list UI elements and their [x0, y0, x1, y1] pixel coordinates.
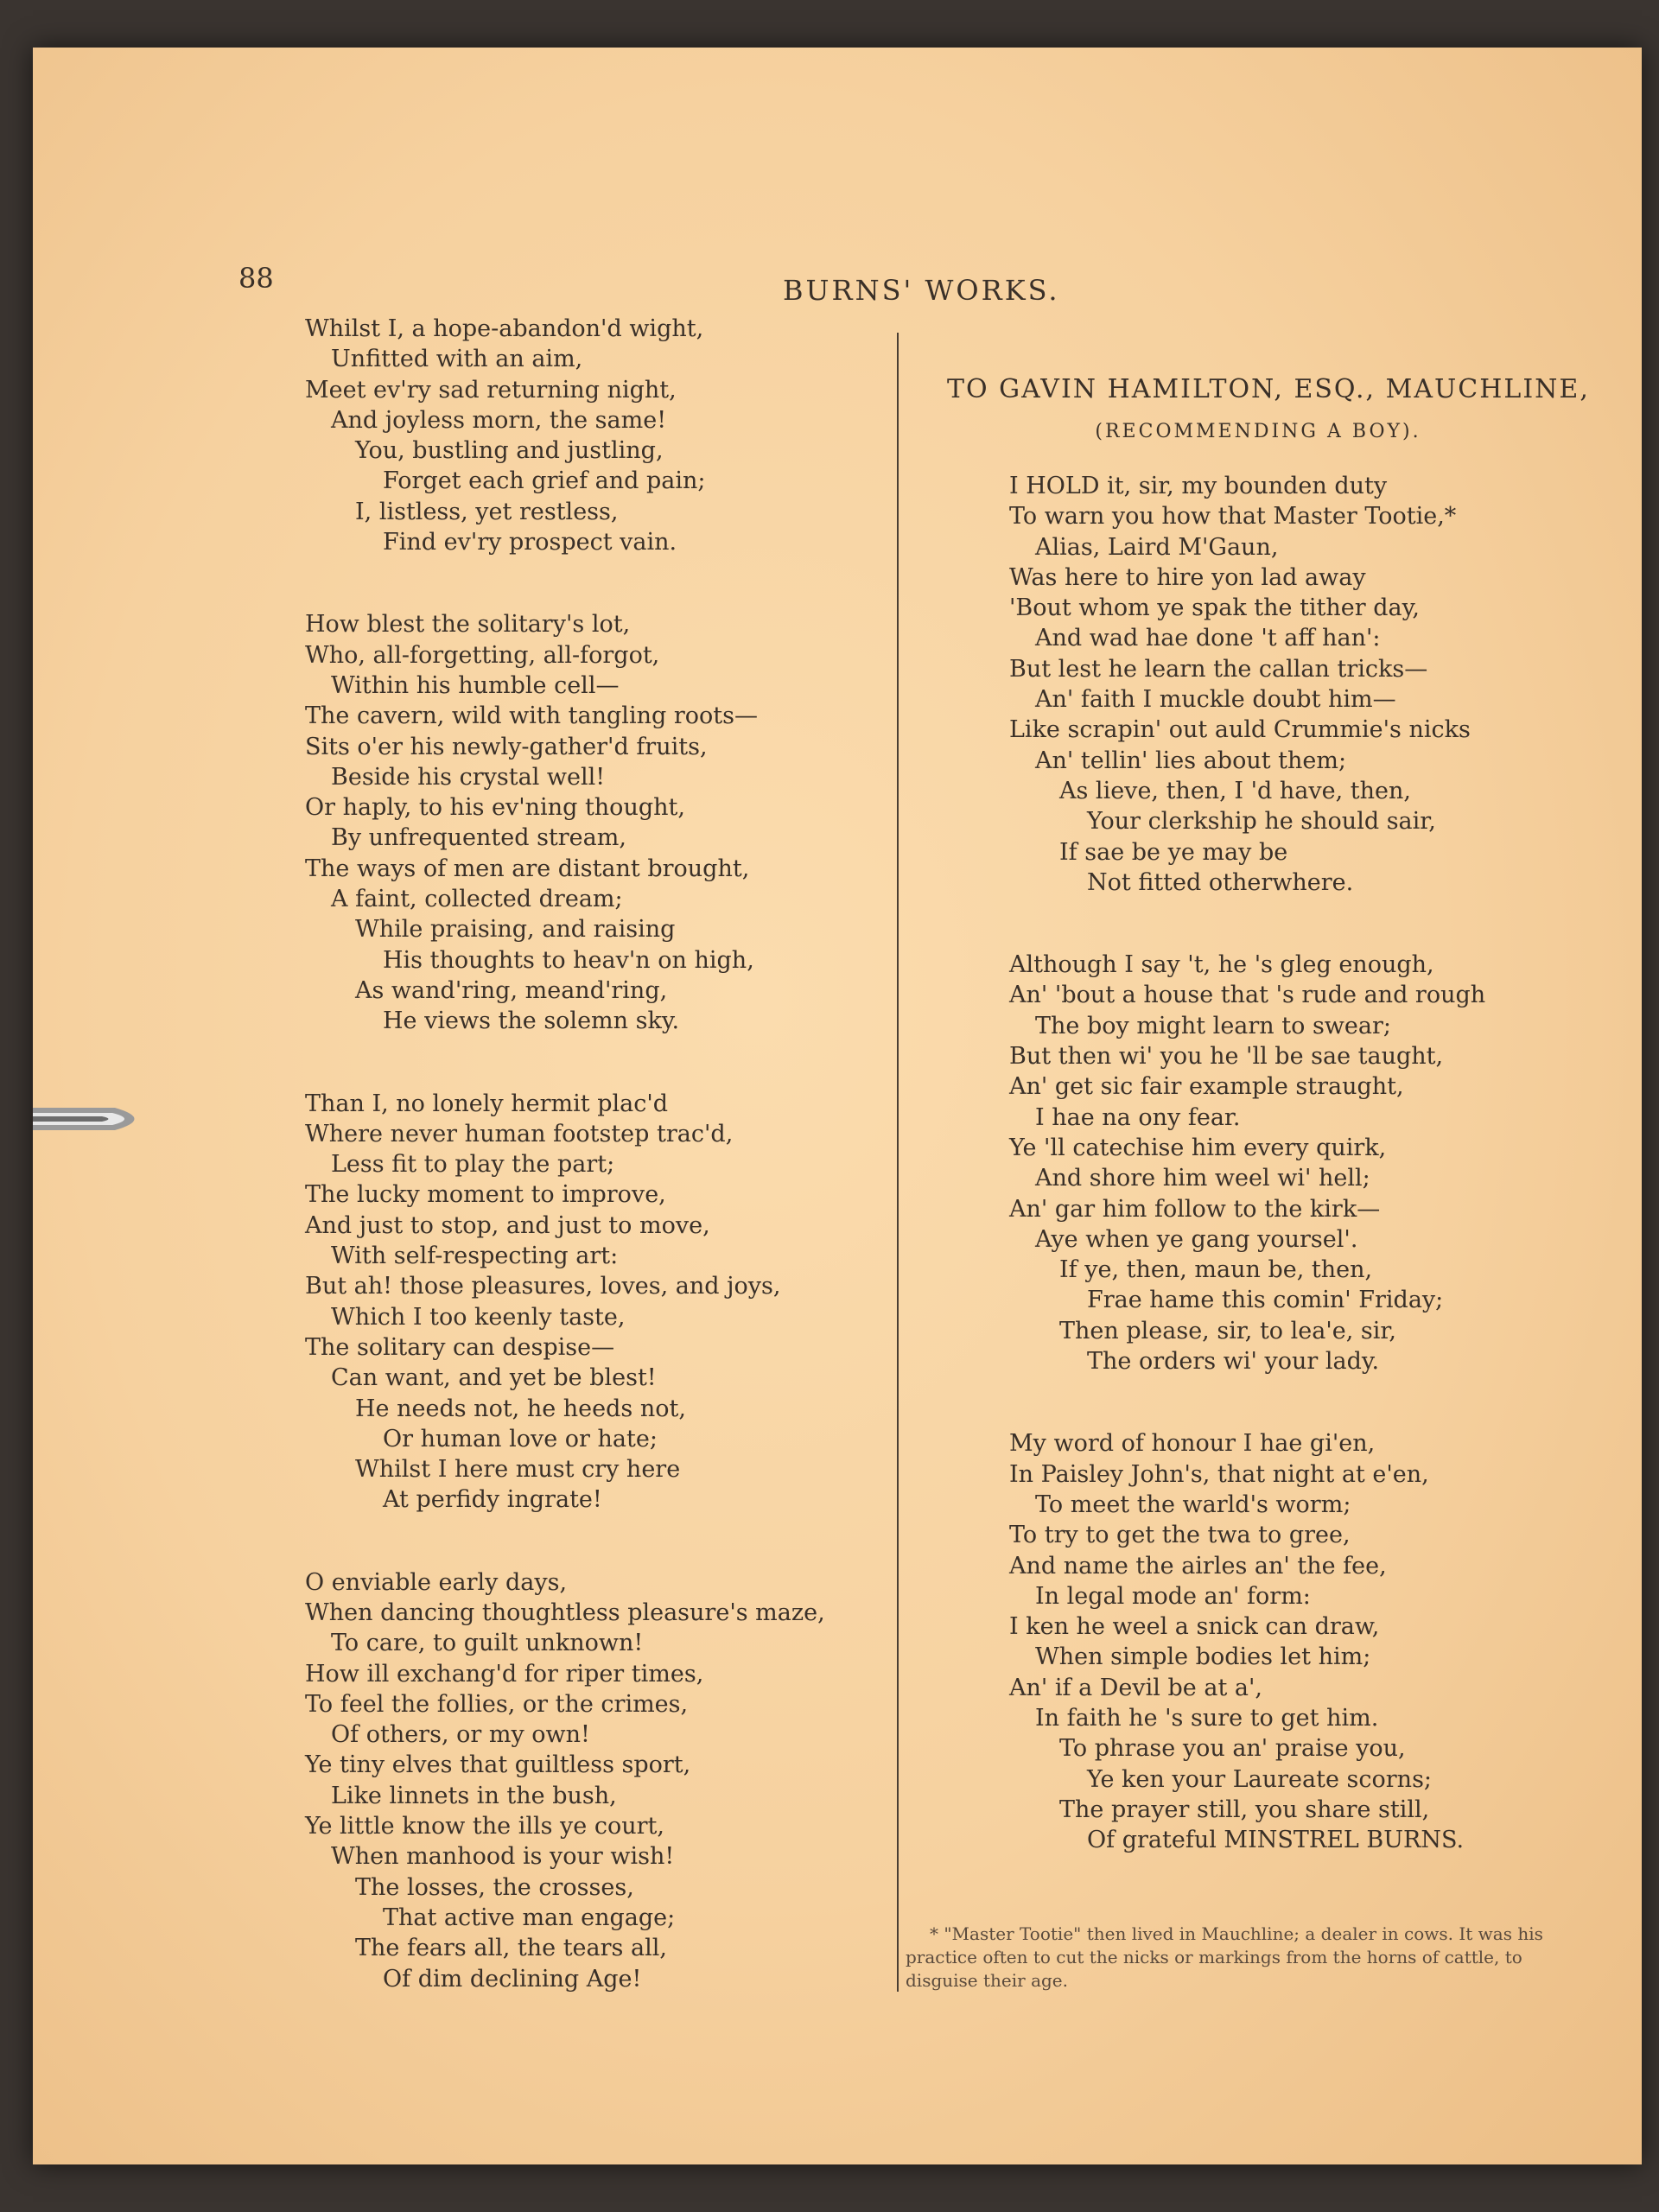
verse-line: Who, all-forgetting, all-forgot, [305, 641, 660, 669]
verse-line: If ye, then, maun be, then, [1059, 1256, 1373, 1284]
verse-line: I, listless, yet restless, [355, 498, 619, 525]
verse-line: My word of honour I hae gi'en, [1009, 1430, 1376, 1458]
page-number: 88 [238, 262, 274, 295]
verse-line: Ye 'll catechise him every quirk, [1009, 1134, 1387, 1161]
verse-line: To warn you how that Master Tootie,* [1009, 503, 1457, 531]
verse-line: Whilst I here must cry here [355, 1456, 681, 1484]
stanza [1009, 471, 1562, 898]
verse-line: Sits o'er his newly-gather'd fruits, [305, 733, 708, 760]
verse-line: An' if a Devil be at a', [1009, 1674, 1262, 1701]
verse-line: When dancing thoughtless pleasure's maze, [305, 1599, 825, 1626]
verse-line: Aye when ye gang yoursel'. [1035, 1225, 1358, 1253]
stanza [1009, 1428, 1562, 1855]
verse-line: With self-respecting art: [331, 1243, 619, 1270]
verse-line: As wand'ring, meand'ring, [355, 976, 668, 1004]
verse-line: Within his humble cell— [331, 671, 620, 699]
verse-line: Then please, sir, to lea'e, sir, [1059, 1317, 1396, 1344]
verse-line: Beside his crystal well! [331, 763, 606, 791]
book-page [33, 48, 1642, 2164]
verse-line: Alias, Laird M'Gaun, [1035, 533, 1279, 561]
verse-line: Ye little know the ills ye court, [305, 1813, 664, 1840]
stanza [305, 314, 858, 557]
verse-line: Than I, no lonely hermit plac'd [305, 1090, 669, 1117]
verse-line: And shore him weel wi' hell; [1035, 1165, 1370, 1192]
verse-line: To feel the follies, or the crimes, [305, 1690, 689, 1718]
verse-line: An' faith I muckle doubt him— [1035, 686, 1396, 714]
footnote: * "Master Tootie" then lived in Mauchline; a dealer in cows. It was his practice often to cut the nicks or markings from the horns of cattle, to disguise their age. [906, 1923, 1543, 1991]
verse-line: Ye ken your Laureate scorns; [1087, 1765, 1433, 1793]
verse-line: An' 'bout a house that 's rude and rough [1009, 982, 1486, 1009]
verse-line: Your clerkship he should sair, [1087, 808, 1436, 836]
verse-line: Unfitted with an aim, [331, 346, 583, 373]
verse-line: When simple bodies let him; [1035, 1643, 1371, 1671]
verse-line: Forget each grief and pain; [383, 467, 706, 495]
verse-line: That active man engage; [383, 1904, 676, 1931]
stanza [305, 609, 858, 1036]
verse-line: In legal mode an' form: [1035, 1582, 1311, 1610]
paper-clip-icon [33, 1089, 154, 1149]
verse-line: But ah! those pleasures, loves, and joys, [305, 1273, 781, 1300]
verse-line: Or human love or hate; [383, 1425, 658, 1452]
verse-line: Not fitted otherwhere. [1087, 868, 1354, 896]
verse-line: Can want, and yet be blest! [331, 1364, 657, 1392]
verse-line: Whilst I, a hope-abandon'd wight, [305, 315, 704, 342]
verse-line: Frae hame this comin' Friday; [1087, 1287, 1444, 1314]
verse-line: Less fit to play the part; [331, 1151, 615, 1179]
verse-line: Which I too keenly taste, [331, 1303, 626, 1331]
verse-line: The ways of men are distant brought, [305, 855, 750, 882]
verse-line: The boy might learn to swear; [1035, 1012, 1392, 1039]
stanza [305, 1089, 858, 1516]
verse-line: 'Bout whom ye spak the tither day, [1009, 594, 1420, 622]
verse-line: In faith he 's sure to get him. [1035, 1704, 1379, 1732]
verse-line: By unfrequented stream, [331, 824, 626, 852]
verse-line: While praising, and raising [355, 916, 676, 944]
right-column-poem [1009, 471, 1562, 1855]
running-head: BURNS' WORKS. [783, 274, 1060, 307]
verse-line: When manhood is your wish! [331, 1843, 675, 1871]
verse-line: Like linnets in the bush, [331, 1782, 617, 1809]
left-column-poem [305, 314, 858, 1994]
poem-subtitle: (RECOMMENDING A BOY). [1095, 421, 1421, 442]
verse-line: O enviable early days, [305, 1568, 568, 1596]
verse-line: You, bustling and justling, [355, 437, 664, 465]
verse-line: And just to stop, and just to move, [305, 1211, 710, 1239]
verse-line: The fears all, the tears all, [355, 1935, 667, 1962]
verse-line: Was here to hire yon lad away [1009, 563, 1366, 591]
verse-line: How blest the solitary's lot, [305, 611, 631, 639]
verse-line: I HOLD it, sir, my bounden duty [1009, 473, 1388, 499]
verse-line: The lucky moment to improve, [305, 1181, 666, 1209]
verse-line: As lieve, then, I 'd have, then, [1059, 777, 1411, 804]
verse-line: I ken he weel a snick can draw, [1009, 1613, 1380, 1641]
verse-line: Of others, or my own! [331, 1721, 590, 1749]
verse-line: Meet ev'ry sad returning night, [305, 376, 677, 404]
verse-line: Of dim declining Age! [383, 1965, 642, 1993]
verse-line: An' gar him follow to the kirk— [1009, 1195, 1381, 1223]
verse-line: If sae be ye may be [1059, 838, 1288, 866]
verse-line: I hae na ony fear. [1035, 1103, 1241, 1131]
stanza [1009, 950, 1562, 1376]
verse-line: The prayer still, you share still, [1059, 1796, 1430, 1823]
verse-line: At perfidy ingrate! [383, 1486, 602, 1514]
verse-line: The losses, the crosses, [355, 1873, 634, 1901]
verse-line: In Paisley John's, that night at e'en, [1009, 1460, 1429, 1488]
verse-line: Ye tiny elves that guiltless sport, [305, 1751, 691, 1779]
verse-line: His thoughts to heav'n on high, [383, 946, 754, 974]
verse-line: To try to get the twa to gree, [1009, 1522, 1351, 1549]
verse-line: Or haply, to his ev'ning thought, [305, 794, 685, 822]
verse-line: Like scrapin' out auld Crummie's nicks [1009, 716, 1471, 744]
poem-title: TO GAVIN HAMILTON, ESQ., MAUCHLINE, [947, 374, 1590, 404]
verse-line: An' get sic fair example straught, [1009, 1073, 1404, 1101]
verse-line: Where never human footstep trac'd, [305, 1120, 734, 1147]
verse-line: A faint, collected dream; [331, 886, 623, 913]
column-divider [897, 333, 899, 1992]
verse-line: And name the airles an' the fee, [1009, 1552, 1387, 1580]
stanza [305, 1567, 858, 1994]
verse-line: He needs not, he heeds not, [355, 1395, 686, 1422]
verse-line: To meet the warld's worm; [1035, 1491, 1351, 1518]
verse-line: The cavern, wild with tangling roots— [305, 702, 758, 730]
verse-line: But lest he learn the callan tricks— [1009, 655, 1428, 683]
verse-line: Of grateful MINSTREL BURNS. [1087, 1827, 1465, 1854]
verse-line: To care, to guilt unknown! [331, 1630, 644, 1657]
verse-line: The orders wi' your lady. [1087, 1348, 1380, 1376]
verse-line: He views the solemn sky. [383, 1007, 680, 1035]
verse-line: Although I say 't, he 's gleg enough, [1009, 951, 1434, 979]
verse-line: But then wi' you he 'll be sae taught, [1009, 1043, 1444, 1071]
verse-line: Find ev'ry prospect vain. [383, 529, 677, 556]
verse-line: An' tellin' lies about them; [1035, 747, 1347, 774]
verse-line: And wad hae done 't aff han': [1035, 625, 1381, 652]
verse-line: The solitary can despise— [305, 1333, 615, 1361]
verse-line: And joyless morn, the same! [331, 406, 667, 434]
verse-line: To phrase you an' praise you, [1059, 1735, 1406, 1763]
verse-line: How ill exchang'd for riper times, [305, 1660, 704, 1688]
